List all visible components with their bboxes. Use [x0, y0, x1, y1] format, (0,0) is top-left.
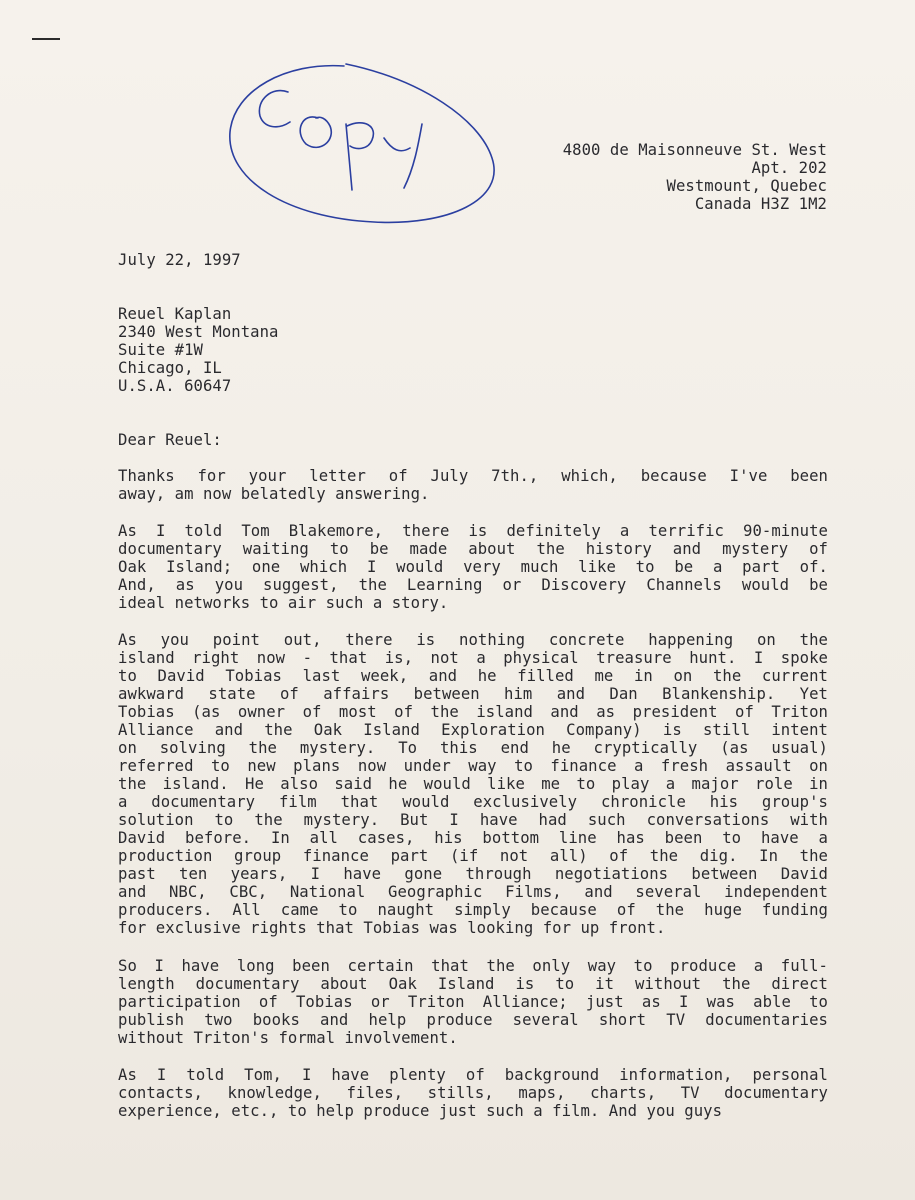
- body-line: participation of Tobias or Triton Alliance; just as I was able to: [118, 993, 828, 1011]
- stamp-circle: [230, 64, 494, 222]
- body-line: As I told Tom Blakemore, there is definitely a terrific 90-minute: [118, 522, 828, 540]
- body-line: on solving the mystery. To this end he cryptically (as usual): [118, 739, 828, 757]
- body-line: experience, etc., to help produce just such a film. And you guys: [118, 1102, 723, 1120]
- body-line: a documentary film that would exclusively chronicle his group's: [118, 793, 828, 811]
- body-line: for exclusive rights that Tobias was looking for up front.: [118, 919, 666, 937]
- recipient-address-line: U.S.A. 60647: [118, 377, 232, 395]
- body-line: length documentary about Oak Island is to it without the direct: [118, 975, 828, 993]
- body-line: Tobias (as owner of most of the island and as president of Triton: [118, 703, 828, 721]
- recipient-address-line: Suite #1W: [118, 341, 203, 359]
- body-line: As you point out, there is nothing concrete happening on the: [118, 631, 828, 649]
- body-line: David before. In all cases, his bottom line has been to have a: [118, 829, 828, 847]
- body-line: away, am now belatedly answering.: [118, 485, 430, 503]
- body-line: publish two books and help produce several short TV documentaries: [118, 1011, 828, 1029]
- body-line: solution to the mystery. But I have had such conversations with: [118, 811, 828, 829]
- sender-address-line: 4800 de Maisonneuve St. West: [562, 141, 827, 159]
- sender-address-line: Canada H3Z 1M2: [694, 195, 827, 213]
- body-line: As I told Tom, I have plenty of background information, personal: [118, 1066, 828, 1084]
- recipient-address-line: Chicago, IL: [118, 359, 222, 377]
- body-line: referred to new plans now under way to finance a fresh assault on: [118, 757, 828, 775]
- body-line: Oak Island; one which I would very much like to be a part of.: [118, 558, 828, 576]
- body-line: awkward state of affairs between him and Dan Blankenship. Yet: [118, 685, 828, 703]
- body-line: So I have long been certain that the only way to produce a full-: [118, 957, 828, 975]
- sender-address-line: Westmount, Quebec: [666, 177, 827, 195]
- body-line: contacts, knowledge, files, stills, maps, charts, TV documentary: [118, 1084, 828, 1102]
- body-line: without Triton's formal involvement.: [118, 1029, 458, 1047]
- letter-date: July 22, 1997: [118, 251, 241, 269]
- body-line: past ten years, I have gone through negotiations between David: [118, 865, 828, 883]
- body-line: documentary waiting to be made about the history and mystery of: [118, 540, 828, 558]
- body-line: Thanks for your letter of July 7th., which, because I've been: [118, 467, 828, 485]
- salutation: Dear Reuel:: [118, 431, 222, 449]
- body-line: production group finance part (if not all) of the dig. In the: [118, 847, 828, 865]
- recipient-address-line: 2340 West Montana: [118, 323, 279, 341]
- body-line: and NBC, CBC, National Geographic Films, and several independent: [118, 883, 828, 901]
- copy-stamp: [226, 40, 516, 240]
- body-line: producers. All came to naught simply because of the huge funding: [118, 901, 828, 919]
- body-line: to David Tobias last week, and he filled me in on the current: [118, 667, 828, 685]
- recipient-address-line: Reuel Kaplan: [118, 305, 232, 323]
- body-line: island right now - that is, not a physical treasure hunt. I spoke: [118, 649, 828, 667]
- staple-mark: [32, 38, 60, 40]
- body-line: And, as you suggest, the Learning or Discovery Channels would be: [118, 576, 828, 594]
- body-line: Alliance and the Oak Island Exploration Company) is still intent: [118, 721, 828, 739]
- body-line: ideal networks to air such a story.: [118, 594, 449, 612]
- sender-address-line: Apt. 202: [751, 159, 827, 177]
- body-line: the island. He also said he would like me to play a major role in: [118, 775, 828, 793]
